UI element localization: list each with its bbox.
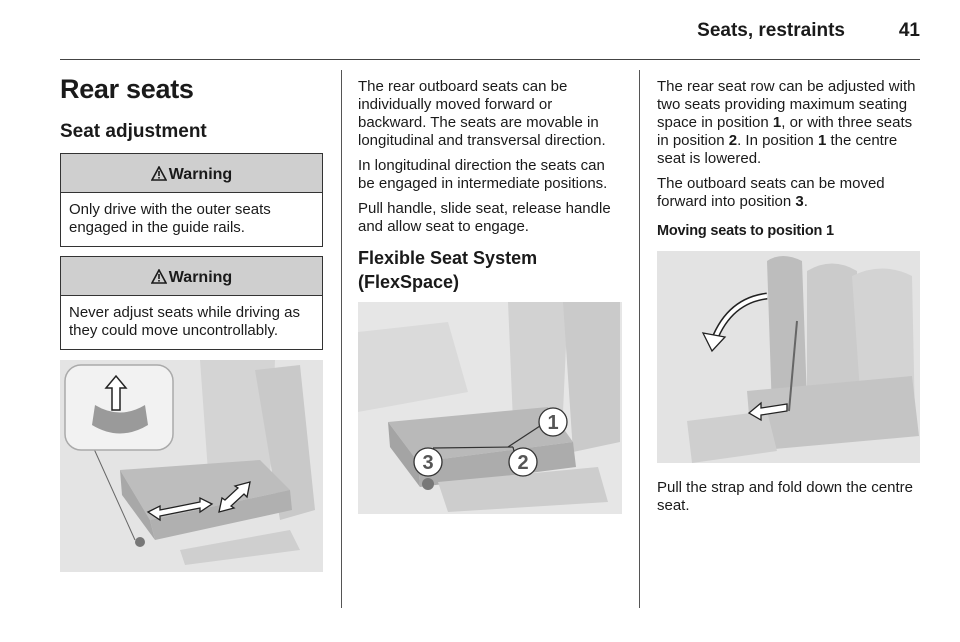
callout-3: 3 xyxy=(422,452,434,474)
paragraph: The rear seat row can be adjusted with two seats providing maximum seating space in position 1, or with three seats in position 2. In position 1 the centre seat is lowered. xyxy=(657,78,916,167)
column-2 xyxy=(358,78,622,514)
paragraph: In longitudinal direction the seats can be engaged in intermediate positions. xyxy=(358,157,608,192)
page-header xyxy=(60,0,920,58)
warning-header xyxy=(61,154,322,193)
warning-triangle-icon xyxy=(151,257,167,295)
warning-title: Warning xyxy=(168,166,233,183)
callout-2: 2 xyxy=(517,452,529,474)
paragraph: Pull the strap and fold down the centre seat. xyxy=(657,479,913,514)
page-number: 41 xyxy=(898,20,920,41)
column-divider xyxy=(341,70,342,608)
subsection-heading: Moving seats to position 1 xyxy=(657,223,834,239)
column-3 xyxy=(657,78,920,522)
seat-adjustment-illustration xyxy=(60,360,323,572)
warning-text: Never adjust seats while driving as they could move uncontrollably. xyxy=(69,304,300,339)
fold-centre-seat-illustration xyxy=(657,251,920,463)
header-rule xyxy=(60,59,920,60)
paragraph: The rear outboard seats can be individually moved forward or backward. The seats are movable in longitudinal and transversal direction. xyxy=(358,78,606,149)
column-divider xyxy=(639,70,640,608)
warning-box xyxy=(60,256,323,350)
warning-text: Only drive with the outer seats engaged in the guide rails. xyxy=(69,201,271,236)
flexspace-illustration xyxy=(358,302,622,514)
warning-box xyxy=(60,153,323,247)
warning-header xyxy=(61,257,322,296)
warning-title: Warning xyxy=(168,269,233,286)
subsection-heading: Seat adjustment xyxy=(60,121,207,142)
paragraph: The outboard seats can be moved forward into position 3. xyxy=(657,175,885,210)
section-heading: Rear seats xyxy=(60,74,194,104)
callout-1: 1 xyxy=(547,412,559,434)
subsection-heading: Flexible Seat System (FlexSpace) xyxy=(358,248,538,292)
paragraph: Pull handle, slide seat, release handle and allow seat to engage. xyxy=(358,200,611,235)
column-1 xyxy=(60,70,323,572)
section-title: Seats, restraints xyxy=(697,20,845,41)
warning-triangle-icon xyxy=(151,154,167,192)
